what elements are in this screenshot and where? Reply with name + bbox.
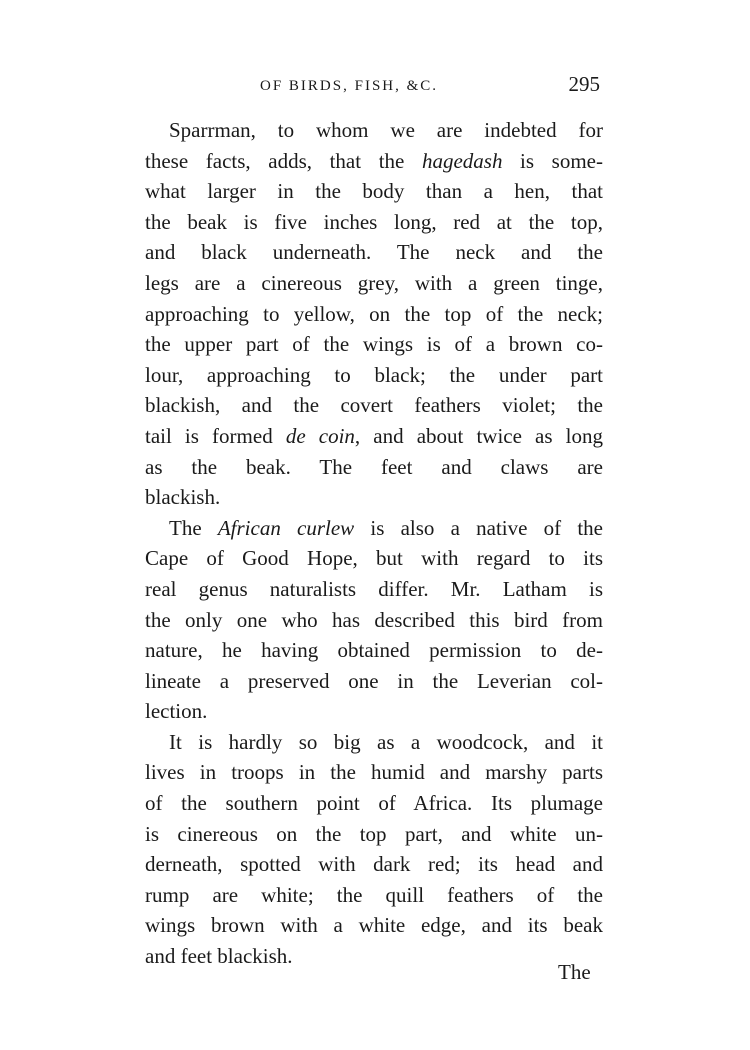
text-line: the beak is five inches long, red at the top, [145, 209, 603, 234]
page-header [145, 72, 600, 102]
paragraph-3 [145, 727, 603, 972]
text-line: Cape of Good Hope, but with regard to its [145, 546, 603, 571]
text-line: derneath, spotted with dark red; its head and [145, 852, 603, 877]
text-line: lection. [145, 699, 208, 724]
body-text [145, 115, 603, 972]
text-line: these facts, adds, that the hagedash is some- [145, 148, 603, 173]
text-line: It is hardly so big as a woodcock, and it [169, 729, 603, 754]
text-line: is cinereous on the top part, and white un- [145, 821, 603, 846]
page-number: 295 [568, 72, 600, 96]
italic-term: African curlew [217, 515, 355, 540]
text-line: what larger in the body than a hen, that [145, 179, 603, 204]
paragraph-1 [145, 115, 603, 513]
text-line: the only one who has described this bird from [145, 607, 603, 632]
text-line: The African curlew is also a native of the [169, 515, 603, 540]
running-head: OF BIRDS, FISH, &C. [260, 78, 439, 94]
text-line: lives in troops in the humid and marshy parts [145, 760, 603, 785]
text-line: as the beak. The feet and claws are [145, 454, 603, 479]
text-line: the upper part of the wings is of a brown co- [145, 332, 603, 357]
text-line: tail is formed de coin, and about twice as long [145, 423, 603, 448]
paragraph-2 [145, 513, 603, 727]
text-line: lineate a preserved one in the Leverian col- [145, 668, 603, 693]
text-line: nature, he having obtained permission to de- [145, 638, 603, 663]
text-line: and feet blackish. [145, 944, 293, 969]
italic-term: de coin [285, 423, 355, 448]
text-line: real genus naturalists differ. Mr. Latham is [145, 576, 603, 601]
text-line: of the southern point of Africa. Its plumage [145, 791, 603, 816]
text-line: Sparrman, to whom we are indebted for [169, 118, 603, 142]
text-line: blackish. [145, 485, 221, 510]
text-line: and black underneath. The neck and the [145, 240, 603, 265]
text-line: blackish, and the covert feathers violet; the [145, 393, 603, 418]
text-line: legs are a cinereous grey, with a green tinge, [145, 270, 603, 295]
catchword: The [558, 960, 591, 984]
text-line: wings brown with a white edge, and its beak [145, 913, 603, 938]
italic-term: hagedash [421, 148, 503, 173]
text-line: approaching to yellow, on the top of the neck; [145, 301, 603, 326]
text-line: rump are white; the quill feathers of the [145, 882, 603, 907]
text-line: lour, approaching to black; the under part [145, 362, 603, 387]
